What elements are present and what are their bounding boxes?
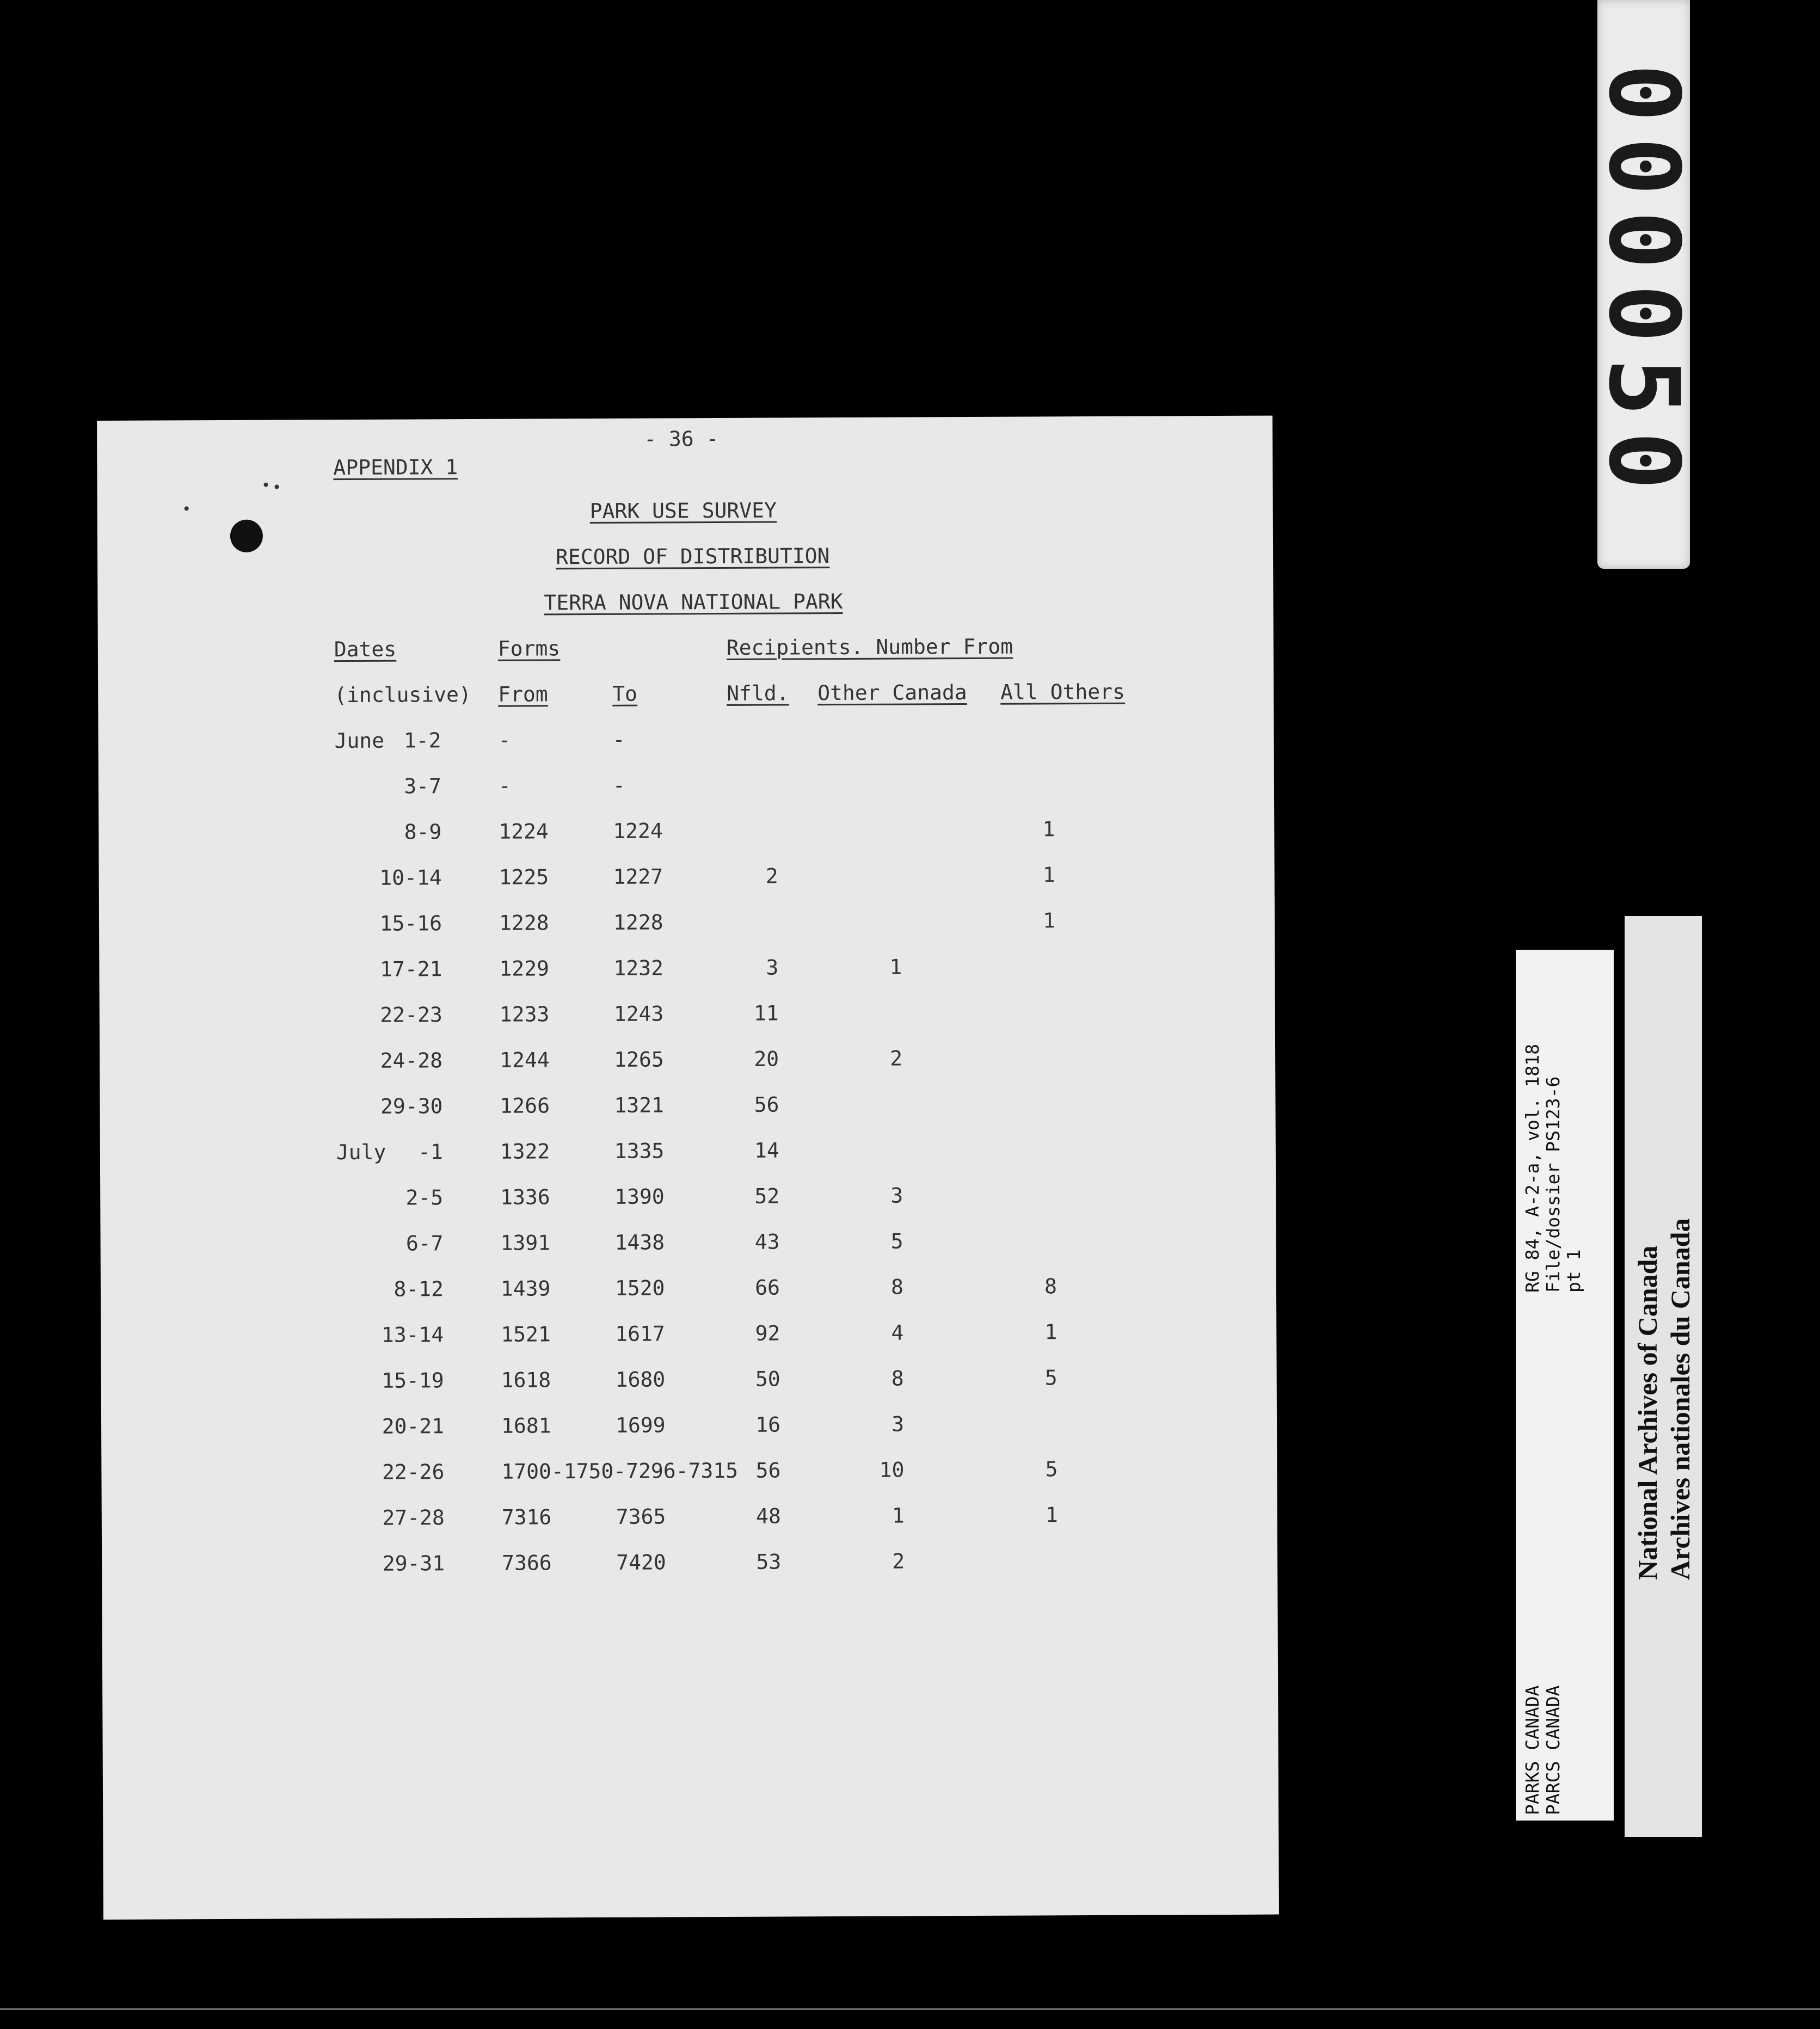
cell-dates: 13-14	[381, 1323, 444, 1347]
cell-nfld: 2	[765, 864, 778, 888]
cell-from: 1521	[501, 1322, 551, 1346]
cell-all: 5	[1044, 1366, 1057, 1390]
cell-from: 1336	[500, 1185, 550, 1209]
header-from: From	[498, 682, 548, 706]
speck	[275, 485, 279, 489]
cell-to: 1438	[614, 1230, 665, 1255]
cell-from: 1225	[499, 865, 549, 889]
cell-all: 1	[1045, 1503, 1058, 1527]
cell-to: -	[612, 773, 625, 797]
title-record-of-distribution: RECORD OF DISTRIBUTION	[556, 544, 830, 569]
frame-number-strip	[1587, 0, 1700, 569]
cell-from: 1228	[499, 911, 549, 935]
header-recipients: Recipients. Number From	[726, 634, 1013, 660]
cell-nfld: 50	[755, 1367, 780, 1391]
cell-dates: 22-23	[380, 1003, 442, 1027]
cell-dates: 27-28	[382, 1505, 445, 1530]
cell-nfld: 52	[754, 1184, 780, 1208]
cell-other: 10	[879, 1458, 905, 1482]
parks-canada-label	[1516, 950, 1614, 1821]
cell-nfld: 16	[755, 1412, 781, 1437]
cell-dates: 8-9	[404, 820, 442, 844]
archives-label-text: National Archives of Canada Archives nationales du Canada	[1632, 1218, 1695, 1580]
appendix-label: APPENDIX 1	[333, 455, 458, 480]
cell-other: 1	[891, 1503, 905, 1528]
cell-to: 1335	[614, 1139, 665, 1163]
cell-dates: 2-5	[405, 1185, 444, 1210]
cell-month: July	[336, 1140, 386, 1165]
cell-dates: 3-7	[404, 774, 442, 798]
header-inclusive: (inclusive)	[334, 683, 471, 708]
cell-other: 8	[890, 1275, 904, 1299]
cell-to: -	[612, 727, 625, 752]
cell-nfld: 56	[755, 1458, 781, 1483]
cell-nfld: 53	[756, 1550, 782, 1574]
cell-from: 1229	[499, 956, 550, 981]
cell-other: 8	[891, 1366, 904, 1391]
frame-number: 000050	[1587, 64, 1700, 505]
cell-from: 1224	[499, 819, 549, 844]
cell-to: 1520	[614, 1276, 665, 1300]
header-dates: Dates	[334, 637, 397, 662]
speck	[185, 506, 189, 511]
cell-from: 1681	[501, 1413, 551, 1438]
cell-other: 4	[891, 1320, 904, 1345]
cell-dates: 10-14	[379, 865, 442, 890]
cell-dates: 29-31	[382, 1551, 445, 1576]
header-to: To	[612, 681, 638, 706]
cell-dates: 24-28	[380, 1048, 443, 1073]
cell-nfld: 56	[754, 1092, 779, 1117]
cell-nfld: 20	[754, 1047, 779, 1071]
cell-from: 7316	[501, 1505, 552, 1529]
cell-to: 1390	[614, 1184, 665, 1209]
cell-to: 1227	[613, 864, 663, 889]
cell-nfld: 3	[766, 955, 779, 980]
cell-from: 1322	[500, 1139, 550, 1164]
cell-from: 1233	[499, 1002, 550, 1026]
cell-from: 1391	[500, 1231, 551, 1255]
page-number: - 36 -	[644, 427, 719, 451]
cell-nfld: 14	[754, 1138, 779, 1163]
cell-dates: 29-30	[380, 1094, 443, 1118]
cell-to: 7420	[616, 1550, 666, 1575]
cell-all: 1	[1044, 1320, 1057, 1344]
header-nfld: Nfld.	[727, 681, 789, 705]
cell-all: 1	[1042, 817, 1055, 841]
cell-from: 1266	[500, 1093, 550, 1118]
parks-label-reference: RG 84, A-2-a, vol. 1818 File/dossier PS123-6 pt 1	[1522, 1044, 1584, 1293]
cell-to: 1617	[615, 1321, 665, 1346]
cell-nfld: 92	[755, 1321, 780, 1345]
cell-other: 5	[890, 1229, 903, 1253]
cell-to: 1232	[613, 956, 664, 980]
cell-to: 7365	[616, 1504, 666, 1529]
cell-dates: 17-21	[379, 957, 442, 981]
cell-nfld: 11	[753, 1001, 779, 1025]
header-other-canada: Other Canada	[817, 680, 967, 705]
speck	[263, 483, 268, 487]
title-park-use-survey: PARK USE SURVEY	[589, 498, 777, 524]
cell-month: June	[334, 728, 385, 753]
cell-dates: 22-26	[382, 1460, 445, 1484]
cell-nfld: 66	[755, 1275, 780, 1300]
national-archives-label	[1625, 916, 1702, 1837]
cell-dates: 15-16	[379, 911, 442, 936]
cell-other: 3	[890, 1183, 903, 1208]
cell-other: 1	[889, 955, 902, 979]
cell-from: 1700-1750-7296-7315	[501, 1458, 739, 1484]
cell-all: 1	[1042, 863, 1055, 887]
cell-to: 1224	[613, 819, 663, 843]
cell-all: 5	[1045, 1457, 1058, 1481]
header-all-others: All Others	[1000, 679, 1126, 704]
cell-to: 1321	[614, 1093, 665, 1117]
cell-other: 2	[892, 1549, 905, 1573]
cell-to: 1680	[615, 1367, 666, 1392]
cell-from: 1618	[501, 1368, 551, 1392]
parks-label-name: PARKS CANADA PARCS CANADA	[1522, 1685, 1564, 1815]
header-forms: Forms	[497, 636, 561, 661]
cell-all: 8	[1044, 1274, 1057, 1299]
cell-from: 7366	[502, 1551, 552, 1575]
punch-hole	[230, 520, 263, 552]
title-park-name: TERRA NOVA NATIONAL PARK	[544, 589, 843, 615]
cell-nfld: 48	[755, 1504, 781, 1528]
cell-nfld: 43	[754, 1229, 780, 1254]
cell-from: 1439	[500, 1276, 551, 1301]
cell-dates: -1	[418, 1140, 443, 1164]
cell-from: -	[498, 773, 511, 798]
document-page	[97, 416, 1279, 1920]
cell-dates: 20-21	[382, 1414, 445, 1438]
cell-dates: 8-12	[393, 1277, 444, 1301]
cell-to: 1265	[614, 1047, 664, 1072]
cell-to: 1243	[613, 1001, 664, 1026]
cell-all: 1	[1043, 908, 1056, 933]
cell-other: 3	[891, 1412, 905, 1436]
cell-dates: 6-7	[405, 1231, 444, 1256]
cell-from: 1244	[500, 1048, 550, 1072]
cell-dates: 15-19	[382, 1368, 444, 1393]
cell-from: -	[498, 728, 511, 752]
cell-to: 1699	[615, 1413, 666, 1437]
film-frame-edge	[0, 2008, 1820, 2010]
cell-dates: 1-2	[403, 728, 441, 753]
cell-to: 1228	[613, 910, 663, 934]
cell-other: 2	[890, 1046, 903, 1071]
